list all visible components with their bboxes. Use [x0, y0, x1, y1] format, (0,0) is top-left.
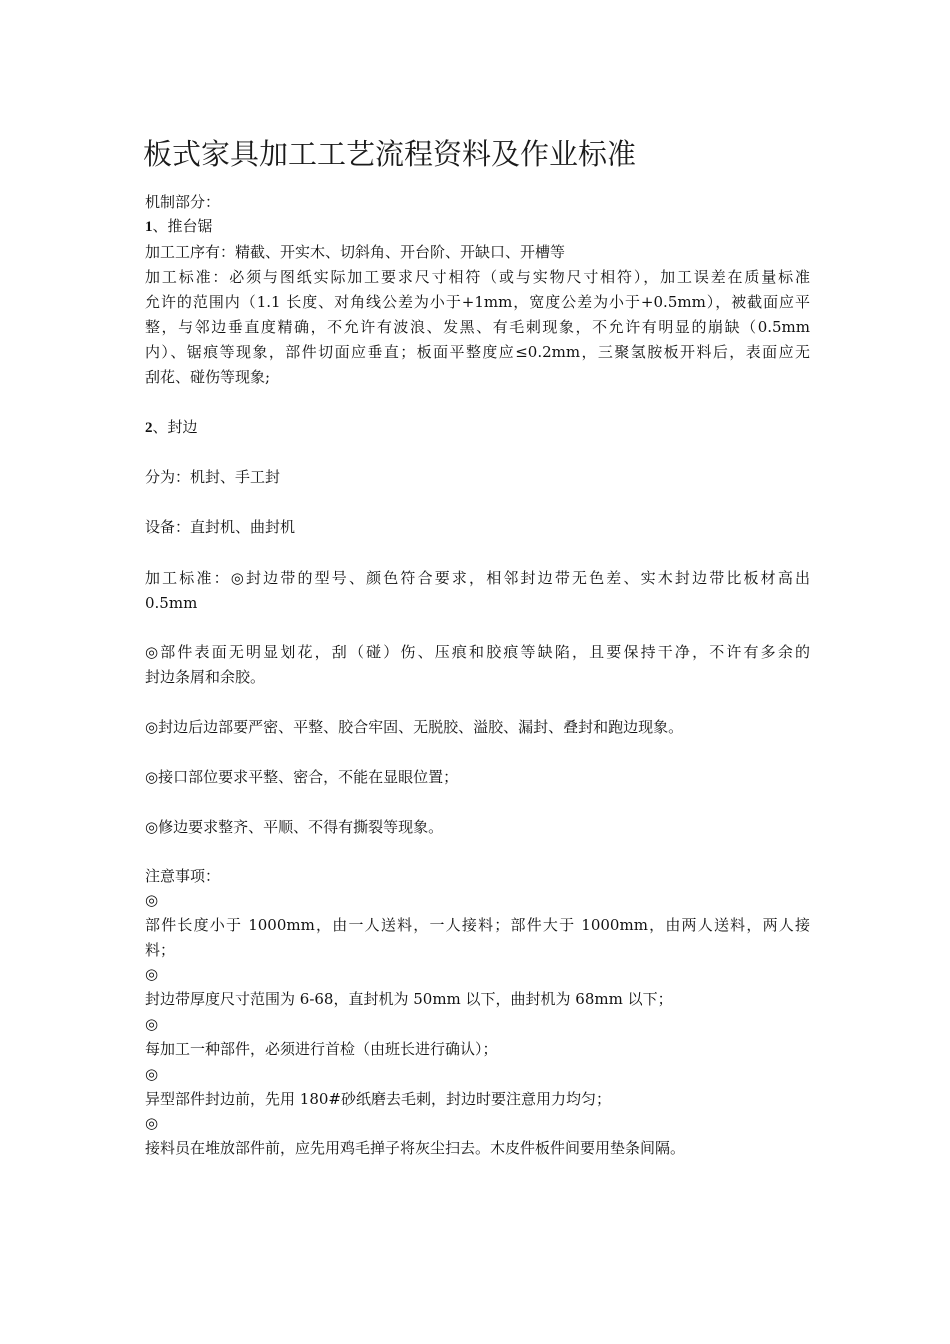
section2-types: 分为：机封、手工封: [145, 468, 281, 486]
note-bullet: ◎: [145, 1065, 159, 1083]
intro-line: 机制部分：: [145, 193, 221, 211]
note5: 接料员在堆放部件前，应先用鸡毛掸子将灰尘扫去。木皮件板件间要用垫条间隔。: [145, 1139, 686, 1157]
section1-standard-line: 刮花、碰伤等现象;: [145, 368, 271, 386]
document-title: 板式家具加工工艺流程资料及作业标准: [143, 137, 637, 171]
section2-heading: [145, 415, 810, 440]
section1-standard-line: 加工标准：必须与图纸实际加工要求尺寸相符（或与实物尺寸相符），加工误差在质量标准: [145, 268, 810, 286]
note-bullet: ◎: [145, 965, 159, 983]
section2-standard-line: 0.5mm: [145, 594, 198, 612]
note3: 每加工一种部件，必须进行首检（由班长进行确认）；: [145, 1040, 498, 1058]
section2-item2: ◎封边后边部要严密、平整、胶合牢固、无脱胶、溢胶、漏封、叠封和跑边现象。: [145, 718, 684, 736]
section1-name: 、推台锯: [152, 217, 213, 235]
section2-item3: ◎接口部位要求平整、密合，不能在显眼位置；: [145, 768, 459, 786]
section2-item1-line: ◎部件表面无明显划花，刮（碰）伤、压痕和胶痕等缺陷，且要保持干净，不许有多余的: [145, 643, 810, 661]
section2-item4: ◎修边要求整齐、平顺、不得有撕裂等现象。: [145, 818, 444, 836]
section2-equipment: 设备：直封机、曲封机: [145, 518, 296, 536]
section1-number: 1: [145, 219, 153, 235]
note1-line: 部件长度小于 1000mm，由一人送料，一人接料；部件大于 1000mm，由两人送料，两人接: [145, 916, 810, 934]
section2-standard-line: 加工标准：◎封边带的型号、颜色符合要求，相邻封边带无色差、实木封边带比板材高出: [145, 569, 810, 587]
section1-standard-line: 内）、锯痕等现象，部件切面应垂直；板面平整度应≤0.2mm，三聚氢胺板开料后，表面应无: [145, 343, 810, 361]
note4: 异型部件封边前，先用 180#砂纸磨去毛刺，封边时要注意用力均匀；: [145, 1090, 611, 1108]
section1-process: 加工工序有：精截、开实木、切斜角、开台阶、开缺口、开槽等: [145, 243, 566, 261]
note1-line: 料；: [145, 941, 176, 959]
section1-heading: [145, 214, 810, 239]
section2-number: 2: [145, 420, 153, 436]
note-bullet: ◎: [145, 1114, 159, 1132]
section2-item1-line: 封边条屑和余胶。: [145, 668, 266, 686]
note-bullet: ◎: [145, 1015, 159, 1033]
note-bullet: ◎: [145, 891, 159, 909]
section1-standard-line: 整，与邻边垂直度精确，不允许有波浪、发黑、有毛刺现象，不允许有明显的崩缺（0.5mm: [145, 318, 810, 336]
notes-heading: 注意事项：: [145, 867, 221, 885]
section1-standard-line: 允许的范围内（1.1 长度、对角线公差为小于+1mm，宽度公差为小于+0.5mm），被截面应平: [145, 293, 810, 311]
section2-name: 、封边: [152, 418, 198, 436]
note2: 封边带厚度尺寸范围为 6-68，直封机为 50mm 以下，曲封机为 68mm 以下；: [145, 990, 673, 1008]
